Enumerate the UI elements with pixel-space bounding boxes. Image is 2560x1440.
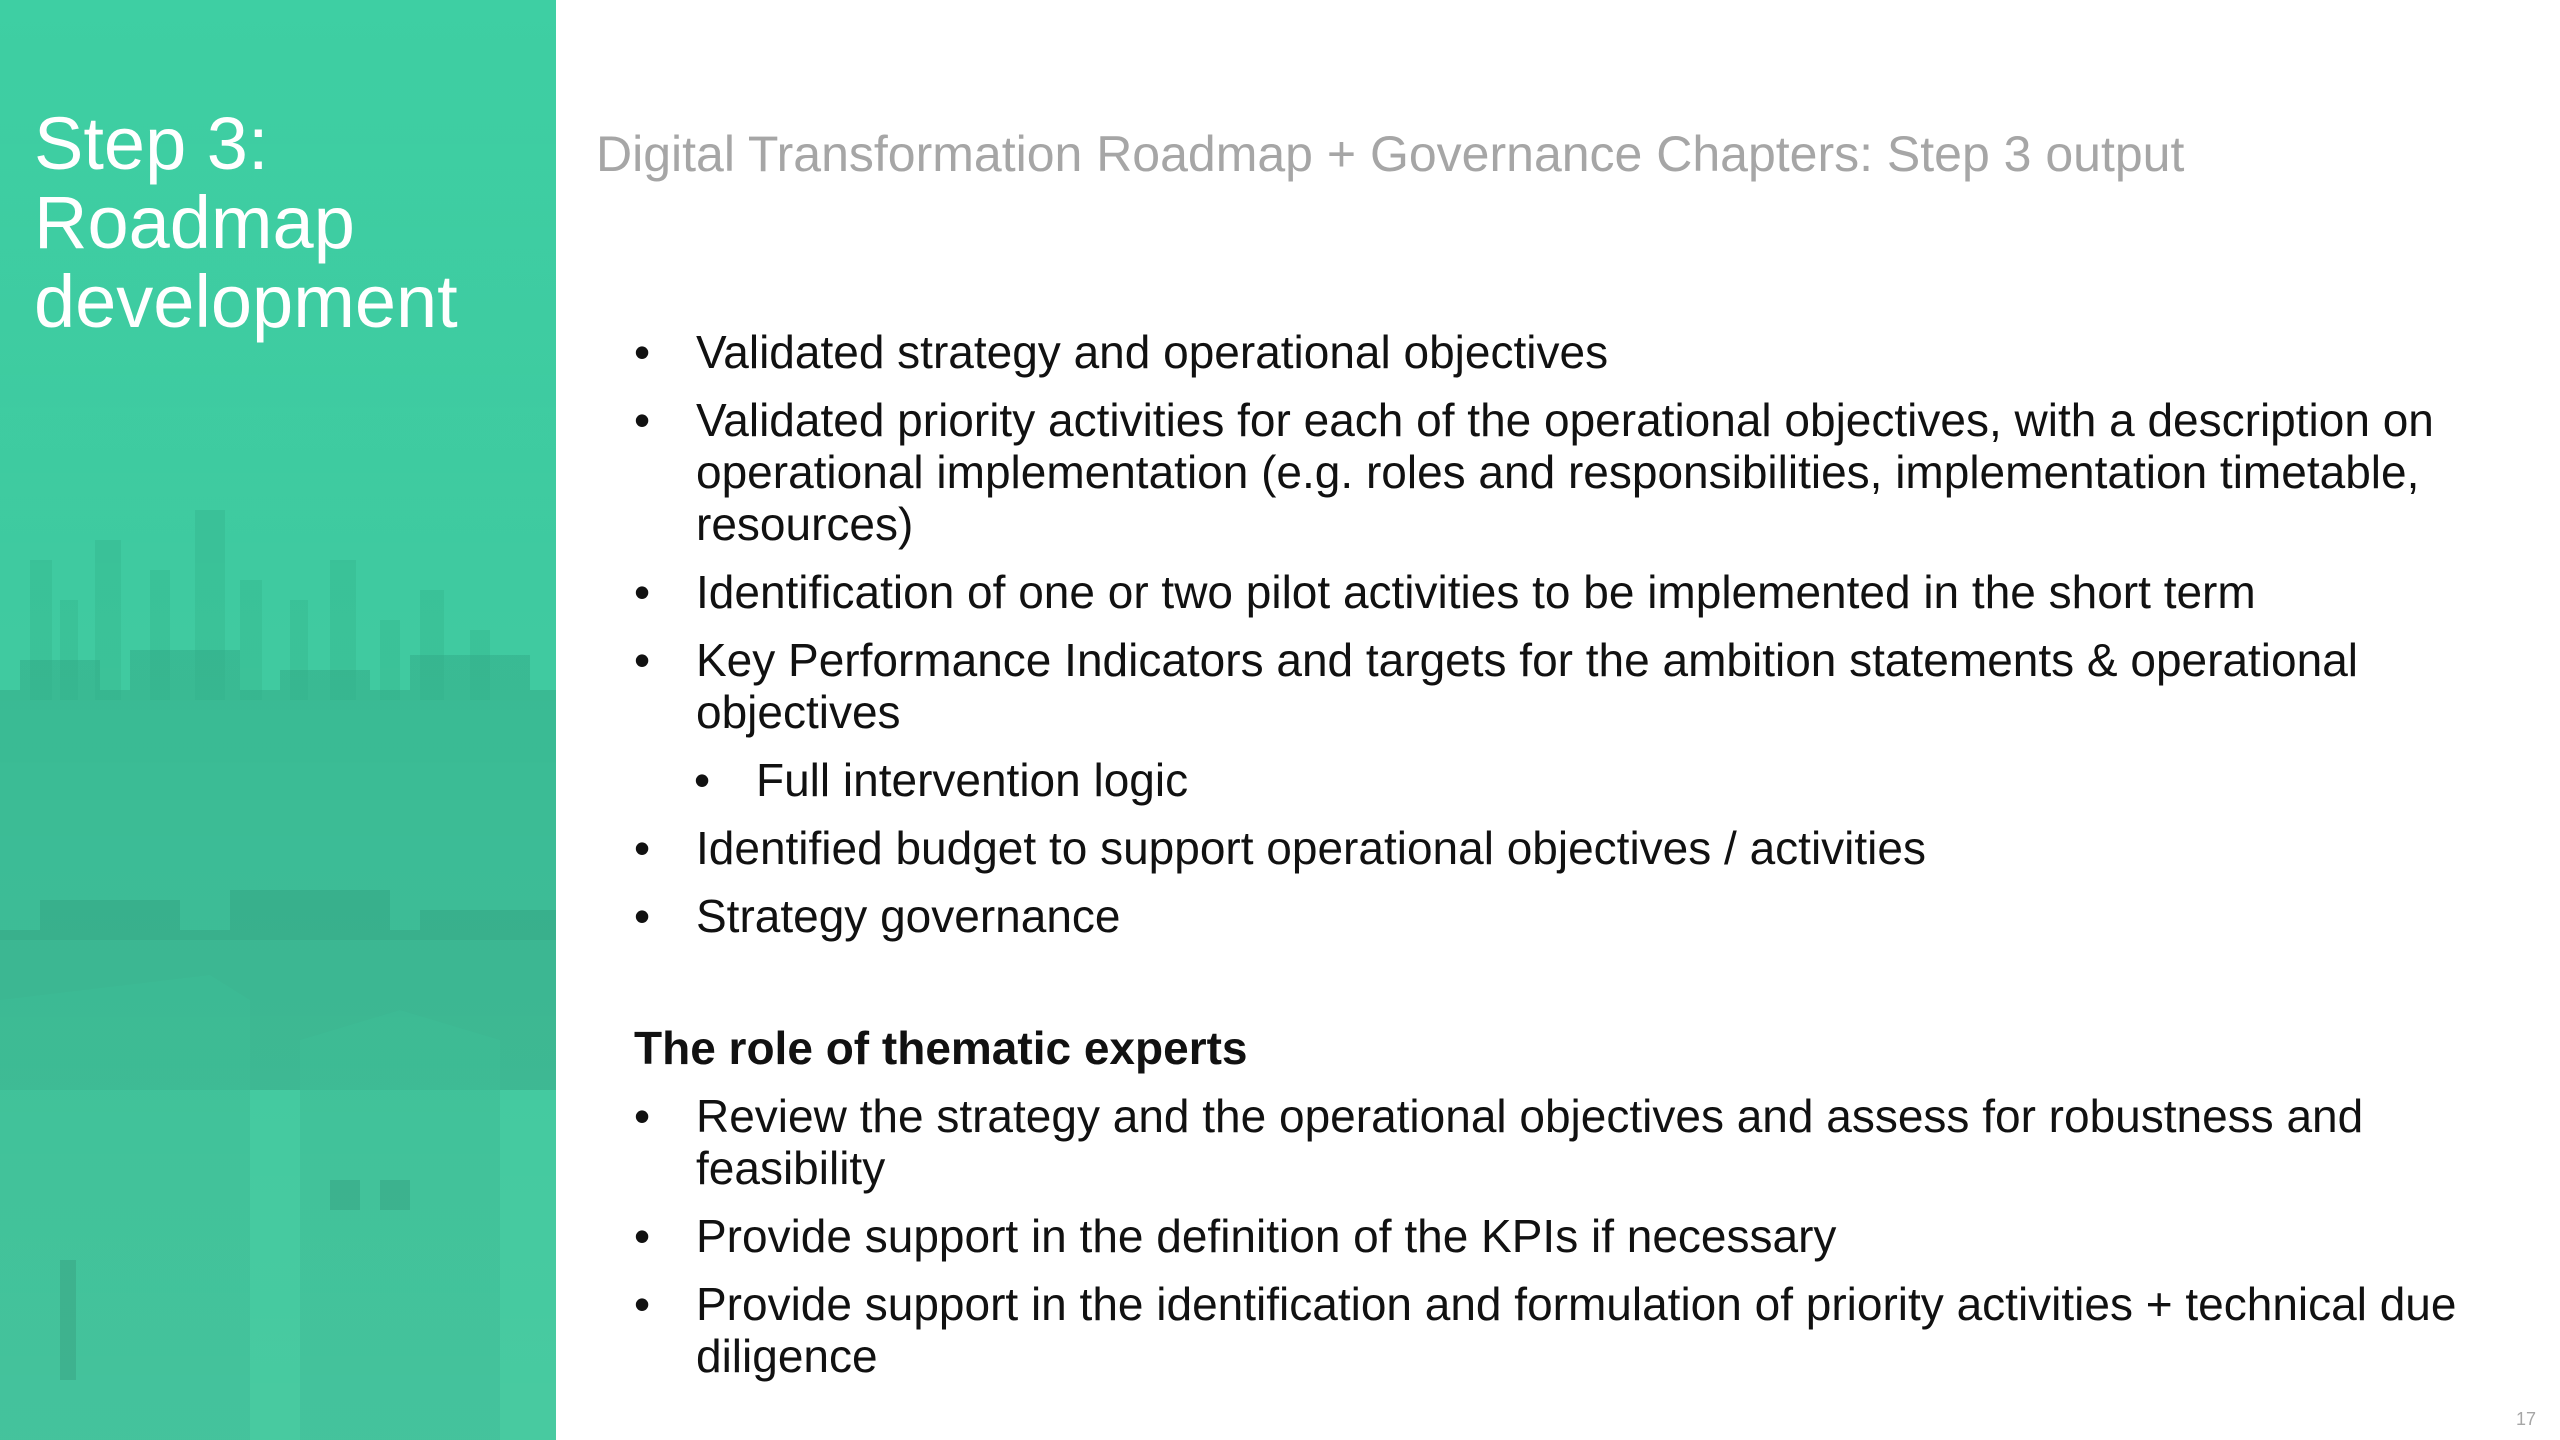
list-item: • Validated strategy and operational objectives: [634, 326, 2514, 378]
list-item: • Identified budget to support operational objectives / activities: [634, 822, 2514, 874]
sub-list-item: • Full intervention logic: [694, 754, 2514, 806]
output-list: [634, 326, 2514, 942]
page-number: 17: [2515, 1409, 2536, 1429]
sidebar-title: Step 3: Roadmap development: [34, 102, 458, 343]
list-item: • Strategy governance: [634, 890, 2514, 942]
content-area: [634, 326, 2514, 1398]
list-item: • Provide support in the definition of the KPIs if necessary: [634, 1210, 2514, 1262]
list-item: • Validated priority activities for each of the operational objectives, with a description on operational implementation (e.g. roles and responsibilities, implementation timetable, resources): [634, 394, 2514, 550]
list-item: • Identification of one or two pilot activities to be implemented in the short term: [634, 566, 2514, 618]
list-item: • Key Performance Indicators and targets for the ambition statements & operational objectives: [634, 634, 2514, 738]
sidebar-panel: [0, 0, 556, 1440]
slide-content: [556, 0, 2560, 1440]
list-item: • Review the strategy and the operational objectives and assess for robustness and feasibility: [634, 1090, 2514, 1194]
experts-list: [634, 1090, 2514, 1382]
list-item: • Provide support in the identification and formulation of priority activities + technical due diligence: [634, 1278, 2514, 1382]
experts-heading: The role of thematic experts: [634, 1022, 1248, 1074]
slide-heading: Digital Transformation Roadmap + Governance Chapters: Step 3 output: [596, 126, 2185, 182]
